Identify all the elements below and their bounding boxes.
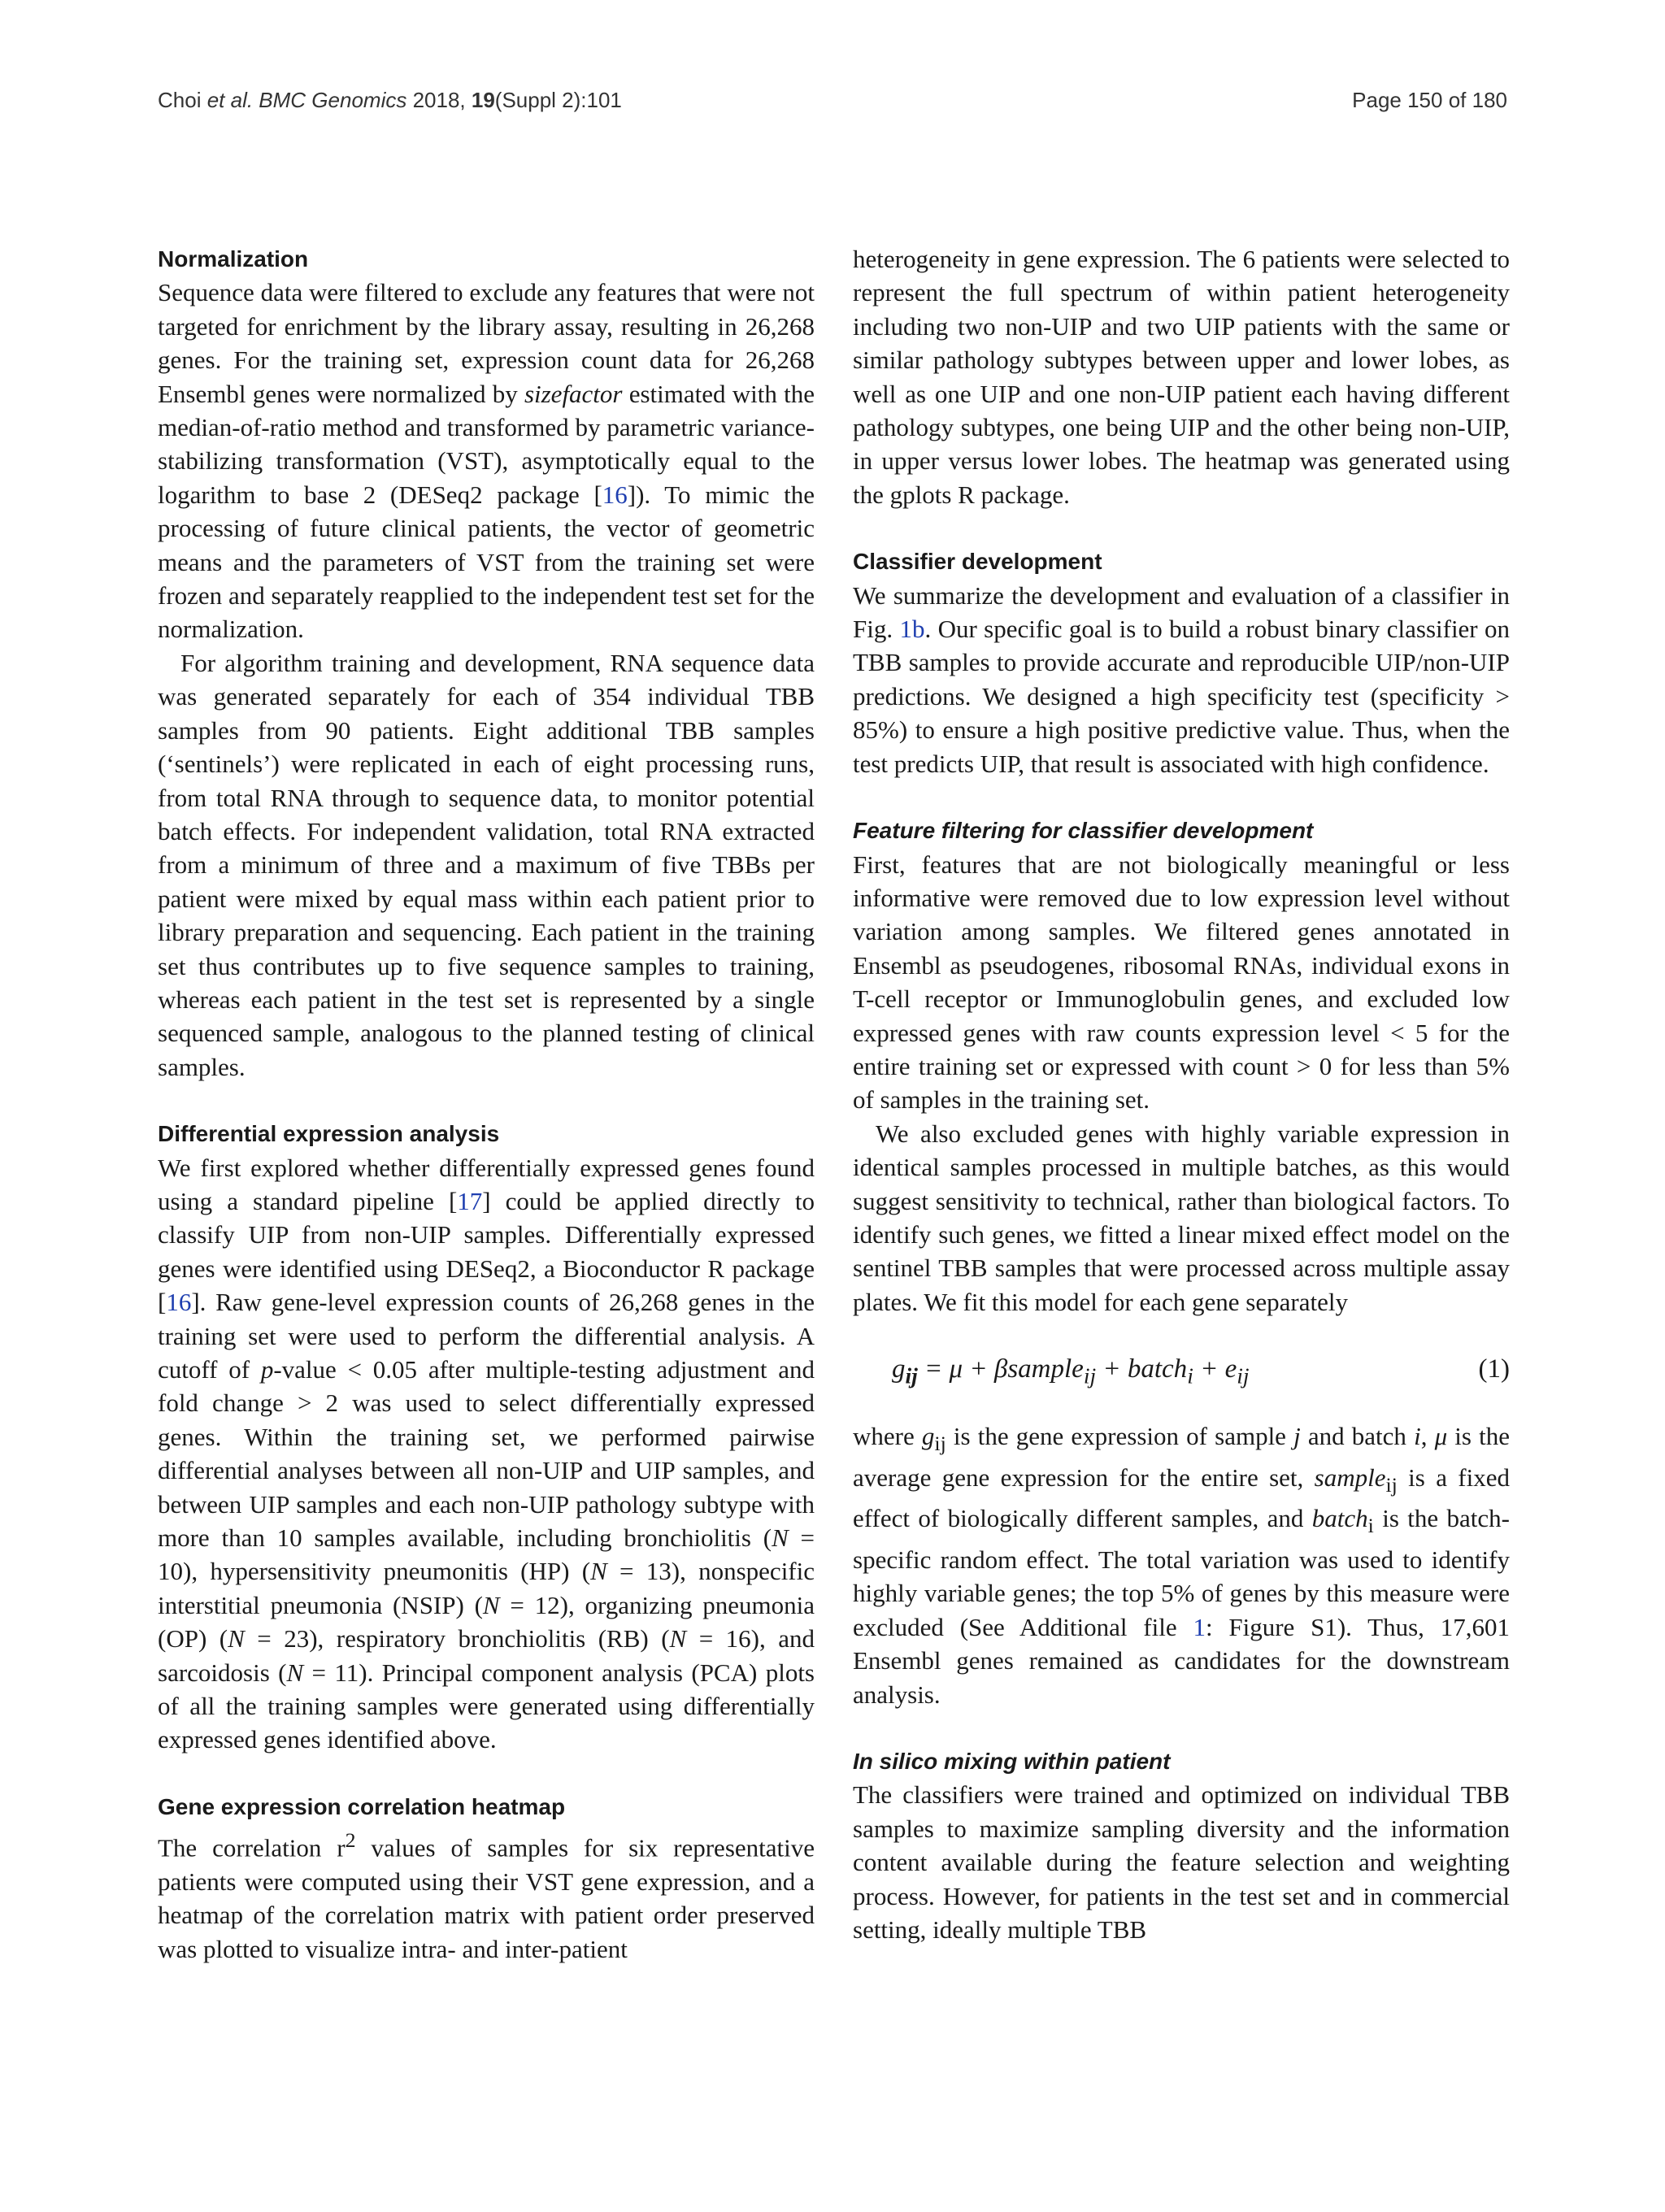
equation-number: (1)	[1478, 1354, 1510, 1384]
section-heading-normalization: Normalization	[158, 246, 309, 272]
right-column	[853, 242, 1510, 1946]
paragraph-differential: We first explored whether differentially expressed genes found using a standard pipeline [17] could be applied directly to classify UIP from non-UIP samples. Differentially expressed genes were identified using DESeq2, a Bioconductor R package [16]. Raw gene-level expression counts of 26,268 genes in the training set were used to perform the differential analysis. A cutoff of p-value < 0.05 after multiple-testing adjustment and fold change > 2 was used to select differentially expressed genes. Within the training set, we performed pairwise differential analyses between all non-UIP and UIP samples, and between UIP samples and each non-UIP pathology subtype with more than 10 samples available, including bronchiolitis (N = 10), hypersensitivity pneumonitis (HP) (N = 13), nonspecific interstitial pneumonia (NSIP) (N = 12), organizing pneumonia (OP) (N = 23), respiratory bronchiolitis (RB) (N = 16), and sarcoidosis (N = 11). Principal component analysis (PCA) plots of all the training samples were generated using differentially expressed genes identified above.	[158, 1153, 815, 1754]
paragraph-feature-3: where $g_{ij}$ is the gene expression of sample j and batch i, μ is the average gene expression for the entire set, sample$_{ij}$ is a fixed effect of biologically different samples, and batch$_i$ is the batch-specific random effect. The total variation was used to identify highly variable genes; the top 5% of genes by this measure were excluded (See Additional file 1: Figure S1). Thus, 17,601 Ensembl genes remained as candidates for the downstream analysis.	[853, 1422, 1511, 1709]
running-head-citation: Choi et al. BMC Genomics 2018, 19(Suppl 2):101	[158, 88, 622, 112]
paragraph-normalization-2: For algorithm training and development, RNA sequence data was generated separately for each of 354 individual TBB samples from 90 patients. Eight additional TBB samples (‘sentinels’) were replicated in each of eight processing runs, from total RNA through to sequence data, to monitor potential batch effects. For independent validation, total RNA extracted from a minimum of three and a maximum of five TBBs per patient were mixed by equal mass within each patient prior to library preparation and sequencing. Each patient in the training set thus contributes up to five sequence samples to training, whereas each patient in the test set is represented by a single sequenced sample, analogous to the planned testing of clinical samples.	[158, 648, 815, 1081]
paragraph-heatmap-continued: heterogeneity in gene expression. The 6 patients were selected to represent the full spectrum of within patient heterogeneity including two non-UIP and two UIP patients with the same or similar pathology subtypes between upper and lower lobes, as well as one UIP and one non-UIP patient each having different pathology subtypes, one being UIP and the other being non-UIP, in upper versus lower lobes. The heatmap was generated using the gplots R package.	[853, 245, 1510, 509]
paragraph-heatmap: The correlation $r^2$ values of samples for six representative patients were computed using their VST gene expression, and a heatmap of the correlation matrix with patient order preserved was plotted to visualize intra- and inter-patient	[158, 1828, 815, 1963]
citation-link[interactable]: 16	[166, 1288, 192, 1317]
paragraph-classifier: We summarize the development and evaluation of a classifier in Fig. 1b. Our specific goal is to build a robust binary classifier on TBB samples to provide accurate and reproducible UIP/non-UIP predictions. We designed a high specificity test (specificity > 85%) to ensure a high positive predictive value. Thus, when the test predicts UIP, that result is associated with high confidence.	[853, 580, 1510, 778]
subsection-heading-feature-filtering: Feature filtering for classifier development	[853, 818, 1314, 844]
figure-link[interactable]: 1b	[899, 615, 925, 644]
citation-link[interactable]: 17	[457, 1186, 483, 1215]
paragraph-mixing: The classifiers were trained and optimized on individual TBB samples to maximize sampling diversity and the information content available during the feature selection and weighting process. However, for patients in the test set and in commercial setting, ideally multiple TBB	[853, 1780, 1510, 1945]
paragraph-feature-1: First, features that are not biologically meaningful or less informative were removed due to low expression level without variation among samples. We filtered genes annotated in Ensembl as pseudogenes, ribosomal RNAs, individual exons in T-cell receptor or Immunoglobulin genes, and excluded low expressed genes with raw counts expression level < 5 for the entire training set or expressed with count > 0 for less than 5% of samples in the training set.	[853, 850, 1510, 1115]
equation-1: $g_{ij} = \mu$ + βsample$_{ij}$ + batch$_i$ + $e_{ij}$ (1)	[853, 1319, 1510, 1419]
paragraph-feature-2: We also excluded genes with highly variable expression in identical samples processed in multiple batches, as this would suggest sensitivity to technical, rather than biological factors. To identify such genes, we fitted a linear mixed effect model on the sentinel TBB samples that were processed across multiple assay plates. We fit this model for each gene separately	[853, 1119, 1510, 1316]
additional-file-link[interactable]: 1	[1193, 1612, 1206, 1641]
page-number: Page 150 of 180	[1352, 88, 1507, 112]
left-column	[158, 242, 815, 1966]
section-heading-heatmap: Gene expression correlation heatmap	[158, 1793, 566, 1819]
citation-link[interactable]: 16	[602, 480, 628, 509]
section-heading-classifier: Classifier development	[853, 549, 1102, 575]
paragraph-normalization-1: Sequence data were filtered to exclude any features that were not targeted for enrichment by the library assay, resulting in 26,268 genes. For the training set, expression count data for 26,268 Ensembl genes were normalized by sizefactor estimated with the median-of-ratio method and transformed by parametric variance-stabilizing transformation (VST), asymptotically equal to the logarithm to base 2 (DESeq2 package [16]). To mimic the processing of future clinical patients, the vector of geometric means and the parameters of VST from the training set were frozen and separately reapplied to the independent test set for the normalization.	[158, 278, 815, 644]
subsection-heading-mixing: In silico mixing within patient	[853, 1749, 1171, 1774]
section-heading-differential: Differential expression analysis	[158, 1121, 500, 1147]
